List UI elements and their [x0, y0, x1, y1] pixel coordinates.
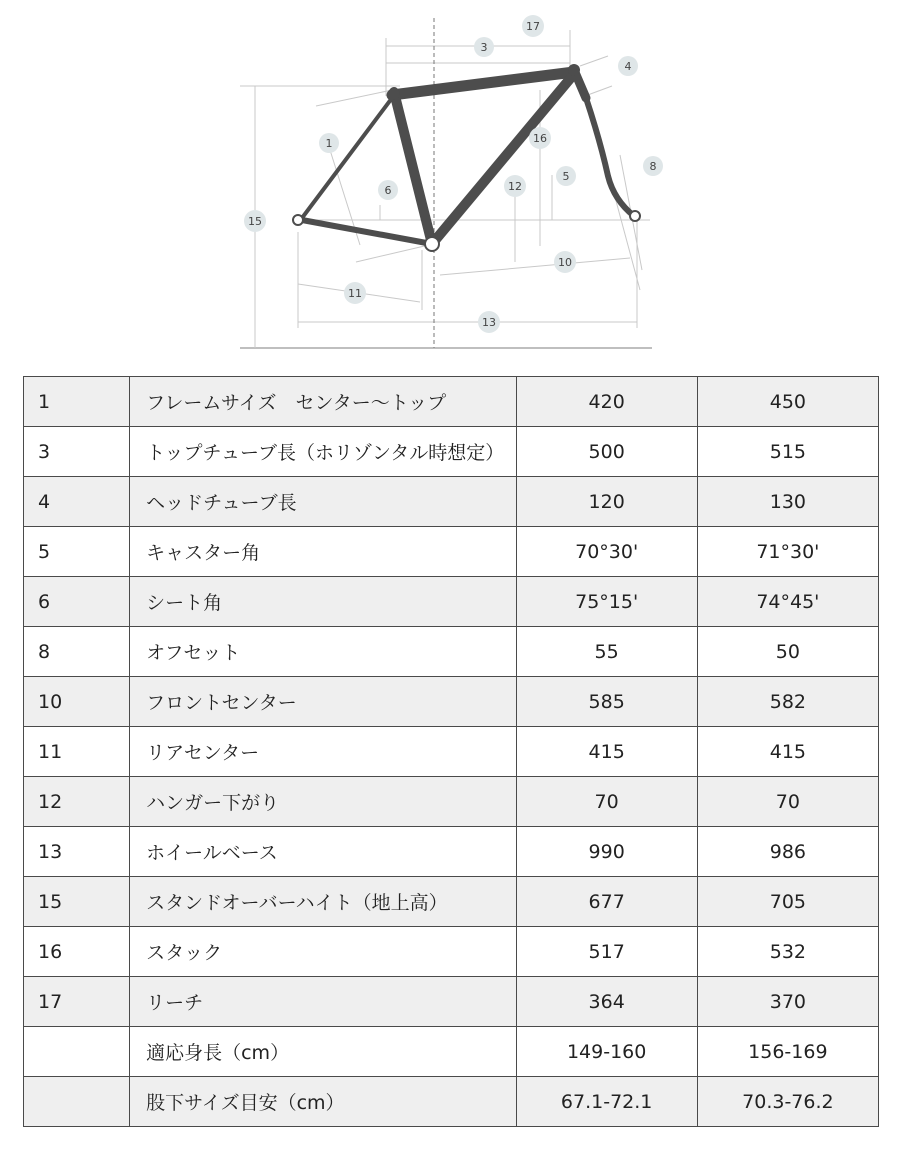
- row-label: 適応身長（cm）: [130, 1027, 516, 1077]
- bubble-1: [319, 133, 339, 153]
- table-row: [24, 677, 879, 727]
- size-2-value: 70.3-76.2: [697, 1077, 878, 1127]
- row-label: ヘッドチューブ長: [130, 477, 516, 527]
- row-label: ホイールベース: [130, 827, 516, 877]
- svg-text:1: 1: [325, 137, 333, 150]
- top-tube: [392, 72, 574, 95]
- svg-text:15: 15: [248, 215, 262, 228]
- table-row: [24, 477, 879, 527]
- svg-text:8: 8: [649, 160, 657, 173]
- bubble-17: [522, 15, 544, 37]
- size-1-value: 149-160: [516, 1027, 697, 1077]
- bubble-15: [244, 210, 266, 232]
- size-1-value: 500: [516, 427, 697, 477]
- row-label: シート角: [130, 577, 516, 627]
- row-number: 10: [24, 677, 130, 727]
- table-row: [24, 877, 879, 927]
- chain-stay: [302, 220, 432, 244]
- size-2-value: 705: [697, 877, 878, 927]
- size-2-value: 156-169: [697, 1027, 878, 1077]
- table-row: [24, 977, 879, 1027]
- svg-text:5: 5: [562, 170, 570, 183]
- table-row: [24, 427, 879, 477]
- table-row: [24, 627, 879, 677]
- row-label: トップチューブ長（ホリゾンタル時想定）: [130, 427, 516, 477]
- table-row: [24, 827, 879, 877]
- size-2-value: 532: [697, 927, 878, 977]
- size-1-value: 70: [516, 777, 697, 827]
- row-label: リーチ: [130, 977, 516, 1027]
- size-1-value: 67.1-72.1: [516, 1077, 697, 1127]
- dimension-lines: [240, 30, 652, 348]
- size-1-value: 585: [516, 677, 697, 727]
- geometry-table: [23, 376, 879, 1127]
- size-1-value: 420: [516, 377, 697, 427]
- bottom-bracket: [425, 237, 439, 251]
- table-row: [24, 927, 879, 977]
- fork: [586, 98, 634, 216]
- svg-text:16: 16: [533, 132, 547, 145]
- table-row: [24, 577, 879, 627]
- seat-stay: [302, 98, 392, 218]
- size-1-value: 364: [516, 977, 697, 1027]
- head-cluster: [568, 64, 580, 76]
- row-number: 17: [24, 977, 130, 1027]
- row-label: ハンガー下がり: [130, 777, 516, 827]
- svg-text:11: 11: [348, 287, 362, 300]
- front-dropout: [630, 211, 640, 221]
- bubble-12: [504, 175, 526, 197]
- row-number: 5: [24, 527, 130, 577]
- size-2-value: 515: [697, 427, 878, 477]
- row-number: 12: [24, 777, 130, 827]
- frame-geometry-diagram: [0, 0, 900, 365]
- row-number: [24, 1077, 130, 1127]
- size-1-value: 415: [516, 727, 697, 777]
- size-2-value: 130: [697, 477, 878, 527]
- size-2-value: 50: [697, 627, 878, 677]
- bubble-5: [556, 166, 576, 186]
- seat-tube: [394, 92, 432, 244]
- size-1-value: 990: [516, 827, 697, 877]
- table-row: [24, 727, 879, 777]
- bubble-8: [643, 156, 663, 176]
- row-label: オフセット: [130, 627, 516, 677]
- svg-text:17: 17: [526, 20, 540, 33]
- table-row: [24, 777, 879, 827]
- svg-text:13: 13: [482, 316, 496, 329]
- row-number: 11: [24, 727, 130, 777]
- seat-cluster: [388, 88, 400, 100]
- row-label: リアセンター: [130, 727, 516, 777]
- size-2-value: 986: [697, 827, 878, 877]
- row-label: スタンドオーバーハイト（地上高）: [130, 877, 516, 927]
- size-1-value: 120: [516, 477, 697, 527]
- row-label: キャスター角: [130, 527, 516, 577]
- table-row: [24, 1077, 879, 1127]
- size-1-value: 677: [516, 877, 697, 927]
- size-2-value: 415: [697, 727, 878, 777]
- bubble-4: [618, 56, 638, 76]
- size-2-value: 71°30': [697, 527, 878, 577]
- row-number: 15: [24, 877, 130, 927]
- row-label: 股下サイズ目安（cm）: [130, 1077, 516, 1127]
- bike-frame: [302, 64, 634, 244]
- table-row: [24, 1027, 879, 1077]
- row-label: フロントセンター: [130, 677, 516, 727]
- row-number: 1: [24, 377, 130, 427]
- svg-text:4: 4: [624, 60, 632, 73]
- row-number: 13: [24, 827, 130, 877]
- size-1-value: 75°15': [516, 577, 697, 627]
- row-number: 16: [24, 927, 130, 977]
- table-row: [24, 527, 879, 577]
- svg-text:6: 6: [384, 184, 392, 197]
- svg-text:3: 3: [480, 41, 488, 54]
- geometry-table-body: [24, 377, 879, 1127]
- row-label: スタック: [130, 927, 516, 977]
- size-2-value: 370: [697, 977, 878, 1027]
- svg-text:12: 12: [508, 180, 522, 193]
- row-number: [24, 1027, 130, 1077]
- bubble-3: [474, 37, 494, 57]
- size-2-value: 74°45': [697, 577, 878, 627]
- size-2-value: 70: [697, 777, 878, 827]
- bubble-13: [478, 311, 500, 333]
- bubble-6: [378, 180, 398, 200]
- rear-dropout: [293, 215, 303, 225]
- size-2-value: 450: [697, 377, 878, 427]
- size-1-value: 70°30': [516, 527, 697, 577]
- row-number: 3: [24, 427, 130, 477]
- bubble-10: [554, 251, 576, 273]
- row-number: 8: [24, 627, 130, 677]
- size-2-value: 582: [697, 677, 878, 727]
- table-row: [24, 377, 879, 427]
- size-1-value: 55: [516, 627, 697, 677]
- down-tube: [432, 74, 574, 244]
- row-number: 4: [24, 477, 130, 527]
- row-label: フレームサイズ センター〜トップ: [130, 377, 516, 427]
- bubble-11: [344, 282, 366, 304]
- svg-text:10: 10: [558, 256, 572, 269]
- row-number: 6: [24, 577, 130, 627]
- size-1-value: 517: [516, 927, 697, 977]
- bubble-16: [529, 127, 551, 149]
